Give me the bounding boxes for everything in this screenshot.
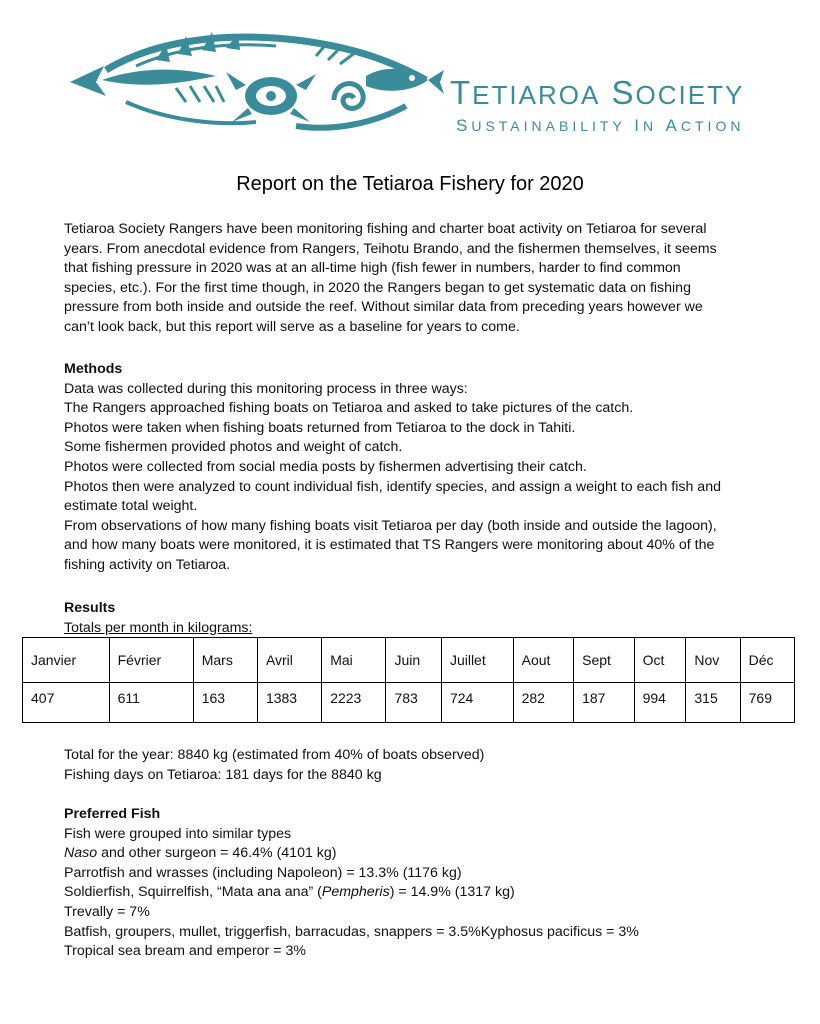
tetiaroa-society-logo [66, 30, 756, 140]
methods-line: Some fishermen provided photos and weight of catch. [64, 439, 403, 456]
pempheris-italic: Pempheris [321, 884, 390, 901]
results-heading: Results [64, 600, 116, 616]
methods-line: fishing activity on Tetiaroa. [64, 556, 231, 573]
month-value: 611 [109, 683, 193, 723]
soldier-before: Soldierfish, Squirrelfish, “Mata ana ana” ( [64, 884, 322, 901]
month-header: Avril [257, 638, 321, 683]
methods-line: Data was collected during this monitoring process in three ways: [64, 380, 468, 397]
intro-line: can’t look back, but this report will serve as a baseline for years to come. [64, 318, 520, 335]
methods-line: Photos then were analyzed to count individual fish, identify species, and assign a weight to each fish and [64, 478, 721, 495]
soldier-after: ) = 14.9% (1317 kg) [389, 884, 515, 901]
month-value: 2223 [322, 683, 386, 723]
methods-line: and how many boats were monitored, it is estimated that TS Rangers were monitoring about 40% of the [64, 537, 715, 554]
month-value: 783 [386, 683, 442, 723]
preferred-fish-section [64, 805, 764, 962]
month-value: 1383 [257, 683, 321, 723]
month-header: Juin [386, 638, 442, 683]
naso-italic: Naso [64, 845, 98, 862]
month-header: Janvier [23, 638, 110, 683]
monthly-totals-table [22, 637, 795, 723]
naso-rest: and other surgeon = 46.4% (4101 kg) [97, 845, 337, 862]
month-value: 163 [193, 683, 257, 723]
methods-line: The Rangers approached fishing boats on Tetiaroa and asked to take pictures of the catch. [64, 400, 634, 417]
methods-line: Photos were collected from social media posts by fishermen advertising their catch. [64, 458, 587, 475]
month-value: 315 [686, 683, 740, 723]
table-row [23, 683, 795, 723]
results-section [64, 599, 764, 638]
org-name: TETIAROA SOCIETY [450, 74, 745, 111]
month-header: Déc [740, 638, 794, 683]
month-header: Sept [574, 638, 635, 683]
intro-line: species, etc.). For the first time though, in 2020 the Rangers began to get systematic data on fishing [64, 279, 691, 296]
fish-group-line: Parrotfish and wrasses (including Napoleon) = 13.3% (1176 kg) [64, 864, 462, 881]
results-totals [64, 746, 764, 785]
fish-group-line: Tropical sea bream and emperor = 3% [64, 943, 306, 960]
methods-line: Photos were taken when fishing boats returned from Tetiaroa to the dock in Tahiti. [64, 419, 576, 436]
month-header: Mai [322, 638, 386, 683]
methods-heading: Methods [64, 361, 123, 377]
month-value: 994 [634, 683, 686, 723]
fish-group-line [64, 883, 764, 903]
methods-section [64, 360, 764, 576]
total-year-line: Total for the year: 8840 kg (estimated from 40% of boats observed) [64, 747, 485, 763]
month-value: 282 [513, 683, 574, 723]
fish-group-line [64, 844, 764, 864]
intro-line: pressure from both inside and outside the reef. Without similar data from preceding years however we [64, 299, 703, 316]
table-header-row [23, 638, 795, 683]
month-header: Nov [686, 638, 740, 683]
month-value: 187 [574, 683, 635, 723]
month-header: Aout [513, 638, 574, 683]
fish-group-line: Batfish, groupers, mullet, triggerfish, barracudas, snappers = 3.5%Kyphosus pacificus = 3% [64, 923, 639, 940]
intro-line: that fishing pressure in 2020 was at an all-time high (fish fewer in numbers, harder to find common [64, 260, 681, 277]
month-value: 724 [441, 683, 513, 723]
month-header: Juillet [441, 638, 513, 683]
fish-turtle-ornament-icon [66, 30, 446, 140]
fish-group-line: Trevally = 7% [64, 903, 150, 920]
preferred-intro: Fish were grouped into similar types [64, 825, 292, 842]
methods-line: estimate total weight. [64, 498, 198, 515]
results-subheading: Totals per month in kilograms: [64, 619, 253, 636]
month-value: 769 [740, 683, 794, 723]
month-header: Février [109, 638, 193, 683]
intro-paragraph [64, 220, 764, 338]
intro-line: years. From anecdotal evidence from Rangers, Teihotu Brando, and the fishermen themselves, it seems [64, 240, 717, 257]
methods-line: From observations of how many fishing boats visit Tetiaroa per day (both inside and outside the lagoon), [64, 517, 717, 534]
fishing-days-line: Fishing days on Tetiaroa: 181 days for the 8840 kg [64, 766, 382, 783]
org-tagline: SUSTAINABILITY IN ACTION [456, 116, 745, 135]
preferred-heading: Preferred Fish [64, 806, 161, 822]
month-header: Oct [634, 638, 686, 683]
report-title: Report on the Tetiaroa Fishery for 2020 [236, 173, 584, 195]
month-value: 407 [23, 683, 110, 723]
intro-line: Tetiaroa Society Rangers have been monitoring fishing and charter boat activity on Tetiaroa for several [64, 221, 707, 237]
month-header: Mars [193, 638, 257, 683]
